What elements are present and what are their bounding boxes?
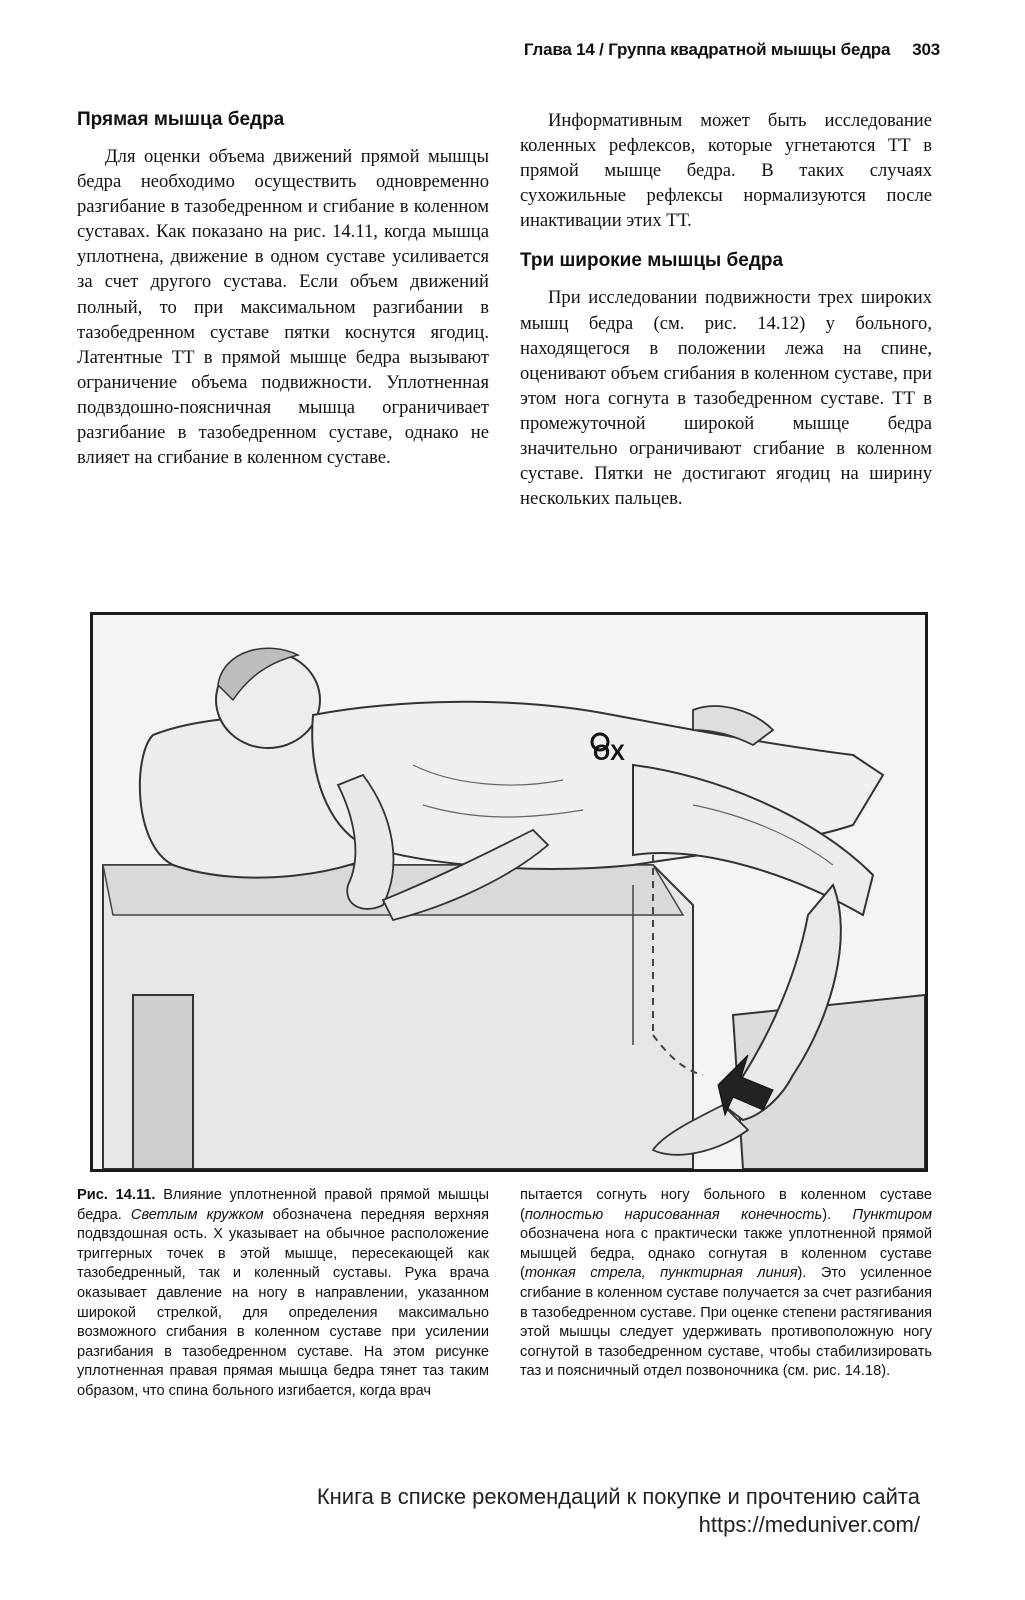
caption-text: ). Это усиленное сгибание в коленном суставе получается за счет разгибания в тазобедренном суставе. При оценке степени растягивания этой мышцы следует удерживать противоположную ногу согнутой в тазобедренном суставе, чтобы стабилизировать таз и поясничный отдел позвоночника (см. рис. 14.18). xyxy=(520,1265,932,1380)
caption-label: Рис. 14.11. xyxy=(77,1187,156,1203)
section-heading-vasti: Три широкие мышцы бедра xyxy=(520,250,784,272)
caption-text: ). xyxy=(822,1206,853,1223)
page-number: 303 xyxy=(912,40,940,59)
patient-illustration xyxy=(93,615,925,1169)
caption-text: обозначена нога с практически также уплотненной прямой мышцей бедра, однако согнутая в коленном суставе ( xyxy=(520,1226,932,1282)
figure-caption-right xyxy=(520,1186,932,1382)
chapter-title: Глава 14 / Группа квадратной мышцы бедра xyxy=(523,40,891,59)
caption-text: обозначена передняя верхняя подвздошная ость. X указывает на обычное расположение триггерных точек в этой мышце, пересекающей как тазобедренный, так и коленный суставы. Рука врача оказывает давление на ногу в направлении, указанном широкой стрелкой, для определения максимально возможного сгибания в коленном суставе при усилении разгибания в тазобедренном суставе. На этом рисунке уплотненная правая прямая мышца бедра тянет таз таким образом, что спина больного изгибается, когда врач xyxy=(77,1206,489,1399)
caption-text: Влияние уплотненной правой прямой мышцы бедра. xyxy=(77,1187,489,1223)
right-column xyxy=(520,108,932,511)
caption-italic: тонкая стрела, пунктирная линия xyxy=(524,1265,798,1282)
caption-italic: полностью нарисованная конечность xyxy=(524,1206,823,1223)
caption-text: пытается согнуть ногу больного в коленном суставе ( xyxy=(520,1187,932,1223)
paragraph-rectus-femoris: Для оценки объема движений прямой мышцы бедра необходимо осуществить одновременно разгибание в тазобедренном и сгибание в коленном суставах. Как показано на рис. 14.11, когда мышца уплотнена, движение в одном суставе усиливается за счет другого сустава. Если объем движений полный, то при максимальном разгибании в тазобедренном суставе пятки коснутся ягодиц. Латентные ТТ в прямой мышце бедра вызывают ограничение объема подвижности. Уплотненная подвздошно-поясничная мышца ограничивает разгибание в тазобедренном суставе, однако не влияет на сгибание в коленном суставе. xyxy=(77,146,489,469)
paragraph-vasti: При исследовании подвижности трех широких мышц бедра (см. рис. 14.12) у больного, находящегося в положении лежа на спине, оценивают объем сгибания в коленном суставе, при этом нога согнута в тазобедренном суставе. ТТ в промежуточной широкой мышце бедра значительно ограничивают сгибание в коленном суставе. Пятки не достигают ягодиц на ширину нескольких пальцев. xyxy=(520,287,932,510)
caption-italic: Пунктиром xyxy=(852,1206,932,1223)
paragraph-reflexes: Информативным может быть исследование коленных рефлексов, которые угнетаются ТТ в прямой мышце бедра. В таких случаях сухожильные рефлексы нормализуются после инактивации этих ТТ. xyxy=(520,110,932,232)
figure-caption-left xyxy=(77,1186,489,1402)
section-heading-rectus-femoris: Прямая мышца бедра xyxy=(77,109,285,130)
caption-italic: Светлым кружком xyxy=(130,1206,264,1223)
trigger-point-mark: OX xyxy=(593,740,625,765)
figure-14-11-illustration xyxy=(90,612,928,1172)
watermark-footer: Книга в списке рекомендаций к покупке и прочтению сайта https://meduniver.com/ xyxy=(316,1484,920,1537)
left-column xyxy=(77,108,489,470)
page-header xyxy=(470,40,940,60)
